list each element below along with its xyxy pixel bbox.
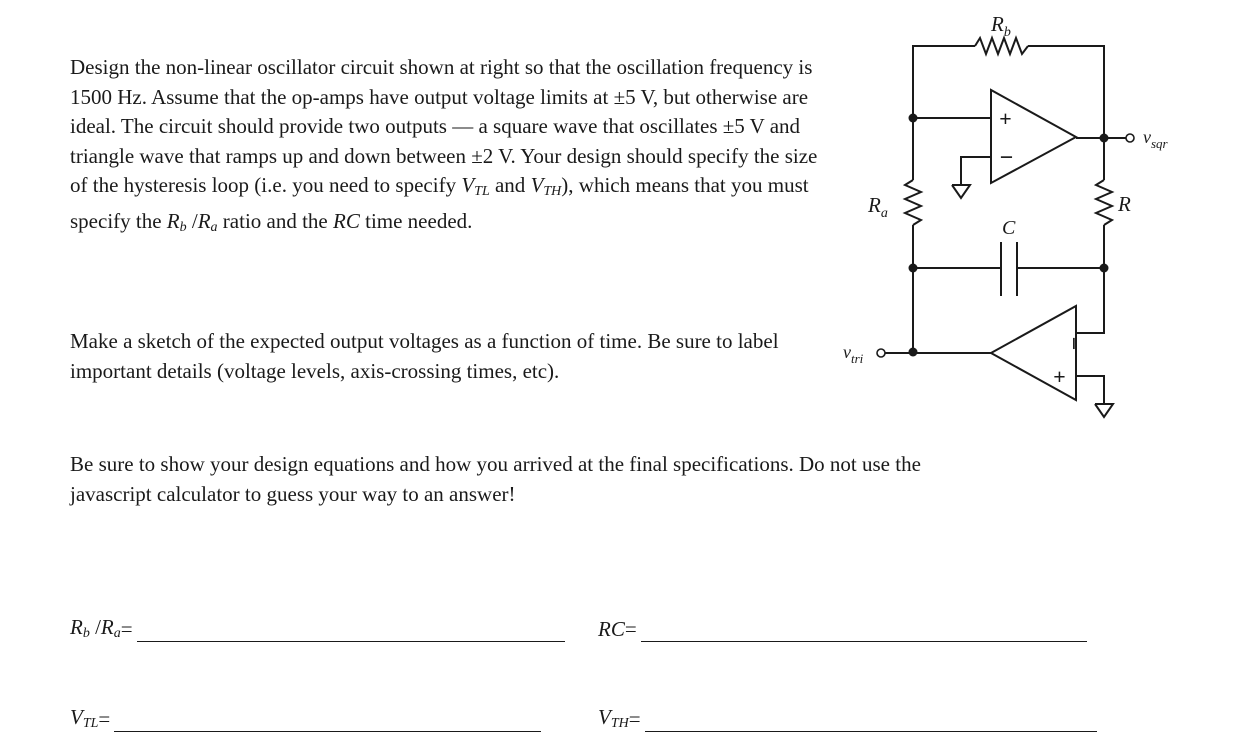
ra-label: $R_a$ — [868, 193, 888, 221]
integrator-minus-sign: − — [1060, 336, 1086, 351]
vth-label: $V_{TH}$ — [598, 705, 629, 731]
vth-blank[interactable] — [645, 709, 1097, 732]
ra-resistor — [905, 180, 921, 225]
node-rb-left — [909, 114, 918, 123]
c-label: C — [1002, 217, 1016, 239]
vtl-symbol: $V_{TL}$ — [461, 173, 490, 199]
rc-blank[interactable] — [641, 619, 1087, 642]
rb-wire-right — [1028, 46, 1104, 138]
ratio-blank[interactable] — [137, 619, 565, 642]
answer-ratio: $R_b$ $/R_a$ = — [70, 612, 565, 642]
comparator-minus-sign: − — [999, 145, 1014, 171]
vtl-blank[interactable] — [114, 709, 541, 732]
rc-symbol: RC — [333, 208, 360, 233]
integrator-plus-wire — [1076, 376, 1104, 404]
node-cap-left — [909, 264, 918, 273]
comparator-plus-sign: + — [999, 106, 1012, 131]
rb-resistor — [975, 38, 1028, 54]
rb-label: $R_b$ — [991, 12, 1011, 40]
rb-symbol: $R_b$ — [166, 208, 187, 235]
vtl-label: $V_{TL}$ — [70, 705, 99, 731]
answer-vth: $V_{TH}$ = — [598, 702, 1097, 732]
sketch-instruction: Make a sketch of the expected output voltages as a function of time. Be sure to label important details (voltage levels, axis-crossing times, etc). — [70, 329, 779, 383]
rc-label: RC — [598, 617, 625, 641]
rb-wire-left — [913, 46, 975, 118]
ground-symbol-1 — [952, 185, 970, 198]
vsqr-label: $v_{sqr}$ — [1143, 127, 1168, 151]
vtri-terminal — [877, 349, 885, 357]
answer-rc: RC = — [598, 612, 1087, 642]
vtri-label: $v_{tri}$ — [843, 342, 864, 366]
integrator-plus-sign: + — [1053, 364, 1066, 389]
node-vsqr — [1100, 134, 1109, 143]
ra-symbol: $R_a$ — [197, 208, 218, 235]
r-label: R — [1118, 192, 1131, 216]
node-cap-right — [1100, 264, 1109, 273]
integrator-minus-wire — [1076, 268, 1104, 333]
design-instruction: Be sure to show your design equations and how you arrived at the final specifications. Do not use the javascript calculator to guess your way to an answer! — [70, 452, 921, 506]
vth-symbol: $V_{TH}$ — [530, 173, 562, 199]
ground-symbol-2 — [1095, 404, 1113, 417]
node-vtri — [909, 348, 918, 357]
r-resistor — [1096, 180, 1112, 225]
vsqr-terminal — [1126, 134, 1134, 142]
comparator-minus-wire — [961, 157, 991, 185]
problem-statement: Design the non-linear oscillator circuit shown at right so that the oscillation frequency is 1500 Hz. Assume that the op-amps have output voltage limits at ±5 V, but otherwise are ideal. The circuit should provide two outputs — a square wave that oscillates ±5 V and triangle wave that ramps up and down between ±2 V. Your design should specify the size of the hysteresis loop (i.e. you need to specify $V_{TL}$ and $V_{TH}$), which means that you must specify the $R_b$ $/R_a$ ratio and the RC time needed. — [70, 55, 818, 235]
answer-vtl: $V_{TL}$ = — [70, 702, 541, 732]
ratio-label: $R_b$ $/R_a$ — [70, 615, 121, 641]
oscillator-circuit-diagram — [830, 0, 1238, 440]
